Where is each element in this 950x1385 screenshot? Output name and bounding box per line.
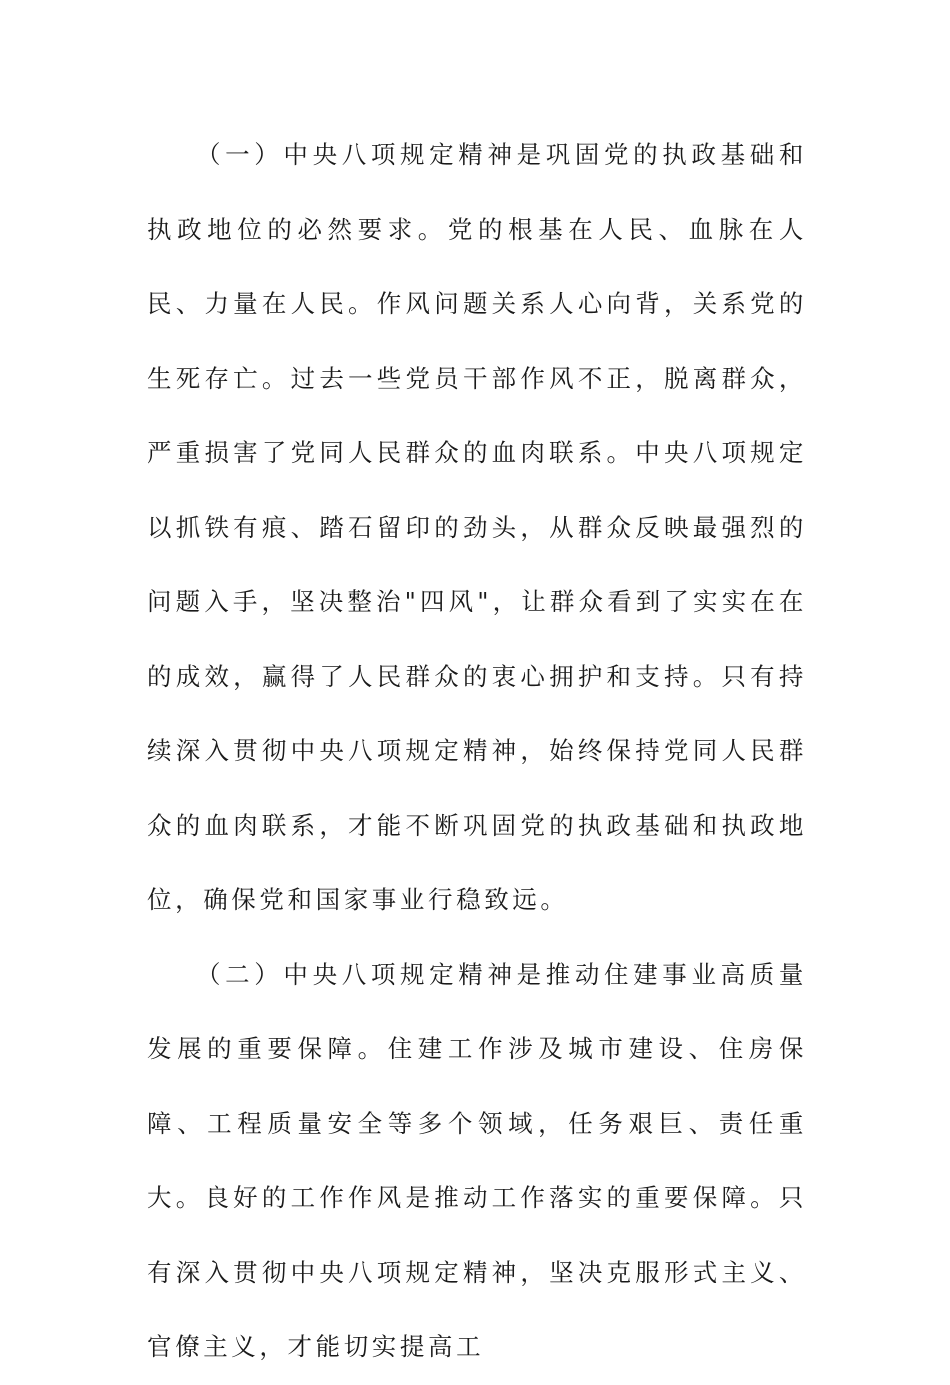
paragraph-one: （一）中央八项规定精神是巩固党的执政基础和执政地位的必然要求。党的根基在人民、血脉在人民、力量在人民。作风问题关系人心向背，关系党的生死存亡。过去一些党员干部作风不正，脱离群众，严重损害了党同人民群众的血肉联系。中央八项规定以抓铁有痕、踏石留印的劲头，从群众反映最强烈的问题入手，坚决整治"四风"，让群众看到了实实在在的成效，赢得了人民群众的衷心拥护和支持。只有持续深入贯彻中央八项规定精神，始终保持党同人民群众的血肉联系，才能不断巩固党的执政基础和执政地位，确保党和国家事业行稳致远。 <box>147 140 807 914</box>
document-body <box>147 118 807 1385</box>
paragraph-two: （二）中央八项规定精神是推动住建事业高质量发展的重要保障。住建工作涉及城市建设、住房保障、工程质量安全等多个领域，任务艰巨、责任重大。良好的工作作风是推动工作落实的重要保障。只有深入贯彻中央八项规定精神，坚决克服形式主义、官僚主义，才能切实提高工 <box>147 959 807 1361</box>
